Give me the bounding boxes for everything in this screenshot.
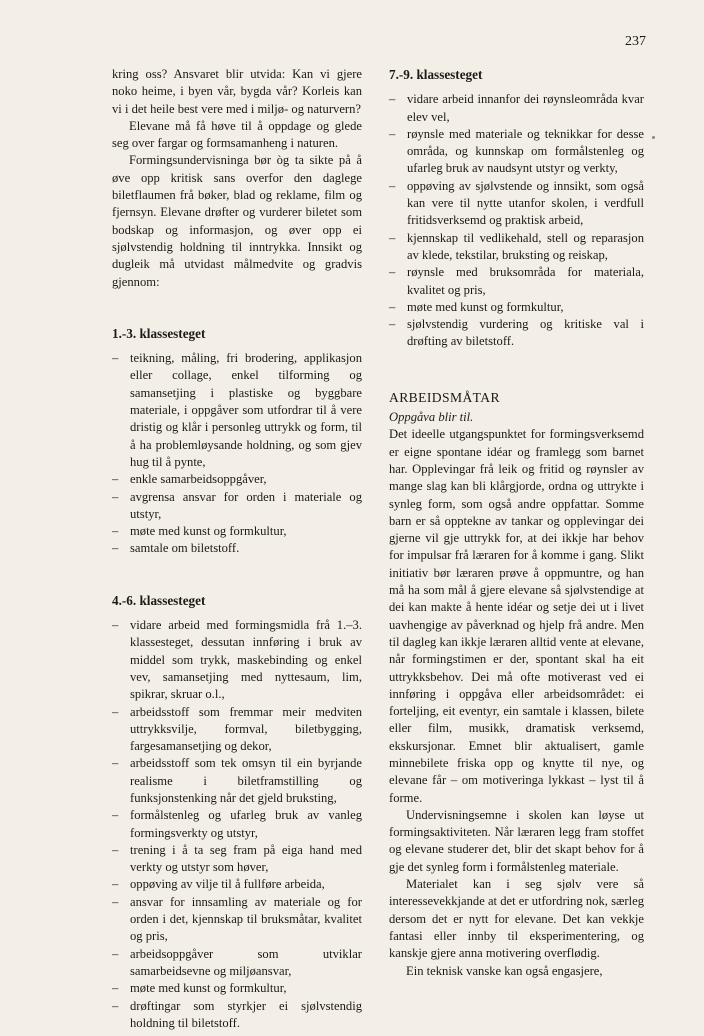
list-item: – kjennskap til vedlikehald, stell og reparasjon av klede, tekstilar, bruksting og reiskap,	[389, 230, 644, 265]
subsection-title: Oppgåva blir til.	[389, 410, 474, 425]
list-item: – møte med kunst og formkultur,	[389, 299, 644, 316]
list-item: – arbeidsstoff som fremmar meir medviten uttrykksvilje, formval, biletbygging, fargesamansetjing og dekor,	[112, 704, 362, 756]
body-paragraph-3: Materialet kan i seg sjølv vere så interessevekkjande at det er utfordring nok, særleg dersom det er nytt for elevane. Det kan vekkje fantasi eller innby til eksperimentering, og kanskje gjere anna motivering overflødig.	[389, 877, 644, 961]
list-4-6	[112, 617, 362, 1032]
list-item: – teikning, måling, fri brodering, applikasjon eller collage, enkel tilforming og samansetjing i plastiske og byggbare materiale, i oppgåver som utfordrar til å vere dristig og klår i personleg uttrykk og form, til å ha problemløysande holdning, og som gjev hug til å pynte,	[112, 350, 362, 471]
list-item: – samtale om biletstoff.	[112, 540, 362, 557]
list-item: – røynsle med materiale og teknikkar for desse områda, og kunnskap om formålstenleg og ufarleg bruk av naudsynt utstyr og verkty,	[389, 126, 644, 178]
intro-paragraph-2: Elevane må få høve til å oppdage og glede seg over fargar og formsamanheng i naturen.	[112, 118, 362, 151]
list-item: – vidare arbeid med formingsmidla frå 1.–3. klassesteget, dessutan innføring i bruk av middel som trykk, maskebinding og enkel vev, samansetjing med nyttesaum, lim, spikrar, skruar o.l.,	[112, 617, 362, 703]
list-item: – røynsle med bruksområda for materiala, kvalitet og pris,	[389, 264, 644, 299]
scan-speck	[652, 136, 655, 139]
list-item: – vidare arbeid innanfor dei røynsleområda kvar elev vel,	[389, 91, 644, 126]
list-item: – arbeidsoppgåver som utviklar samarbeidsevne og miljøansvar,	[112, 946, 362, 981]
section-heading-4-6: 4.-6. klassesteget	[112, 592, 206, 608]
body-paragraph-1: Det ideelle utgangspunktet for formingsverksemd er eigne spontane idéar og framlegg som barnet har. Opplevingar frå leik og fritid og røynsler av mange slag kan bli klårgjorde, ordna og uttrykte i synleg form, som også andre oppfattar. Somme barn er så opptekne av tankar og opplevingar dei gjerne vil gje uttrykk for, at dei ikkje har behov for impulsar frå læraren for å komme i gang. Slikt initiativ bør læraren prøve å oppmuntre, og han må ha som mål å gjere elevane så sjølvstendige at dei kan makte å hente idéar og setje dei ut i livet uavhengige av påverknad og hjelp frå andre. Men til dagleg kan ikkje læraren alltid vente at elevane, når formingstimen er der, spontant skal ha eit uttrykksbehov. Dei må ofte motiverast ved ei innføring i oppgåva eller arbeidsområdet: ei forteljing, eit eventyr, ein samtale i klassen, bilete eller film, musikk, dramatisk verksemd, ekskursjonar. Emnet blir aktualisert, gamle minnebilete friska opp og knytte til nye, og elevane får – om motiveringa lykkast – lyst til å forme.	[389, 427, 644, 805]
section-heading-1-3: 1.-3. klassesteget	[112, 325, 206, 341]
page-number: 237	[625, 34, 646, 49]
list-item: – oppøving av sjølvstende og innsikt, som også kan vere til nytte utanfor skolen, i verdfull fritidsverksemd og praktisk arbeid,	[389, 178, 644, 230]
section-title: ARBEIDSMÅTAR	[389, 389, 500, 405]
list-item: – enkle samarbeidsoppgåver,	[112, 471, 362, 488]
list-item: – formålstenleg og ufarleg bruk av vanleg formingsverkty og utstyr,	[112, 807, 362, 842]
list-item: – trening i å ta seg fram på eiga hand med verkty og utstyr som høver,	[112, 842, 362, 877]
section-heading-7-9: 7.-9. klassesteget	[389, 67, 483, 82]
list-item: – møte med kunst og formkultur,	[112, 523, 362, 540]
intro-paragraph-3: Formingsundervisninga bør òg ta sikte på å øve opp kritisk sans overfor den daglege biletflaumen frå bøker, blad og reklame, film og fjernsyn. Elevane drøfter og vurderer biletet som bodskap og informasjon, og øver opp ei sjølvstendig holdning til inntrykka. Innsikt og dugleik må utvidast målmedvite og gradvis gjennom:	[112, 153, 362, 289]
list-7-9	[389, 91, 644, 350]
body-paragraph-4: Ein teknisk vanske kan også engasjere,	[406, 963, 603, 978]
list-item: – avgrensa ansvar for orden i materiale og utstyr,	[112, 489, 362, 524]
list-item: – oppøving av vilje til å fullføre arbeida,	[112, 876, 362, 893]
list-item: – drøftingar som styrkjer ei sjølvstendig holdning til biletstoff.	[112, 998, 362, 1033]
list-item: – møte med kunst og formkultur,	[112, 980, 362, 997]
left-column	[112, 66, 362, 1032]
list-1-3	[112, 350, 362, 558]
right-column	[389, 66, 644, 980]
intro-paragraph-1: kring oss? Ansvaret blir utvida: Kan vi gjere noko heime, i byen vår, bygda vår? Korleis kan vi i det heile best vere med i miljø- og naturvern?	[112, 67, 362, 116]
list-item: – sjølvstendig vurdering og kritiske val i drøfting av biletstoff.	[389, 316, 644, 351]
body-paragraph-2: Undervisningsemne i skolen kan løyse ut formingsaktiviteten. Når læraren legg fram stoffet og elevane studerer det, blir det skapt behov for å gje det synleg form i formålstenleg materiale.	[389, 807, 644, 874]
list-item: – arbeidsstoff som tek omsyn til ein byrjande realisme i biletframstilling og funksjonstenking når det gjeld bruksting,	[112, 755, 362, 807]
list-item: – ansvar for innsamling av materiale og for orden i det, kjennskap til bruksmåtar, kvalitet og pris,	[112, 894, 362, 946]
